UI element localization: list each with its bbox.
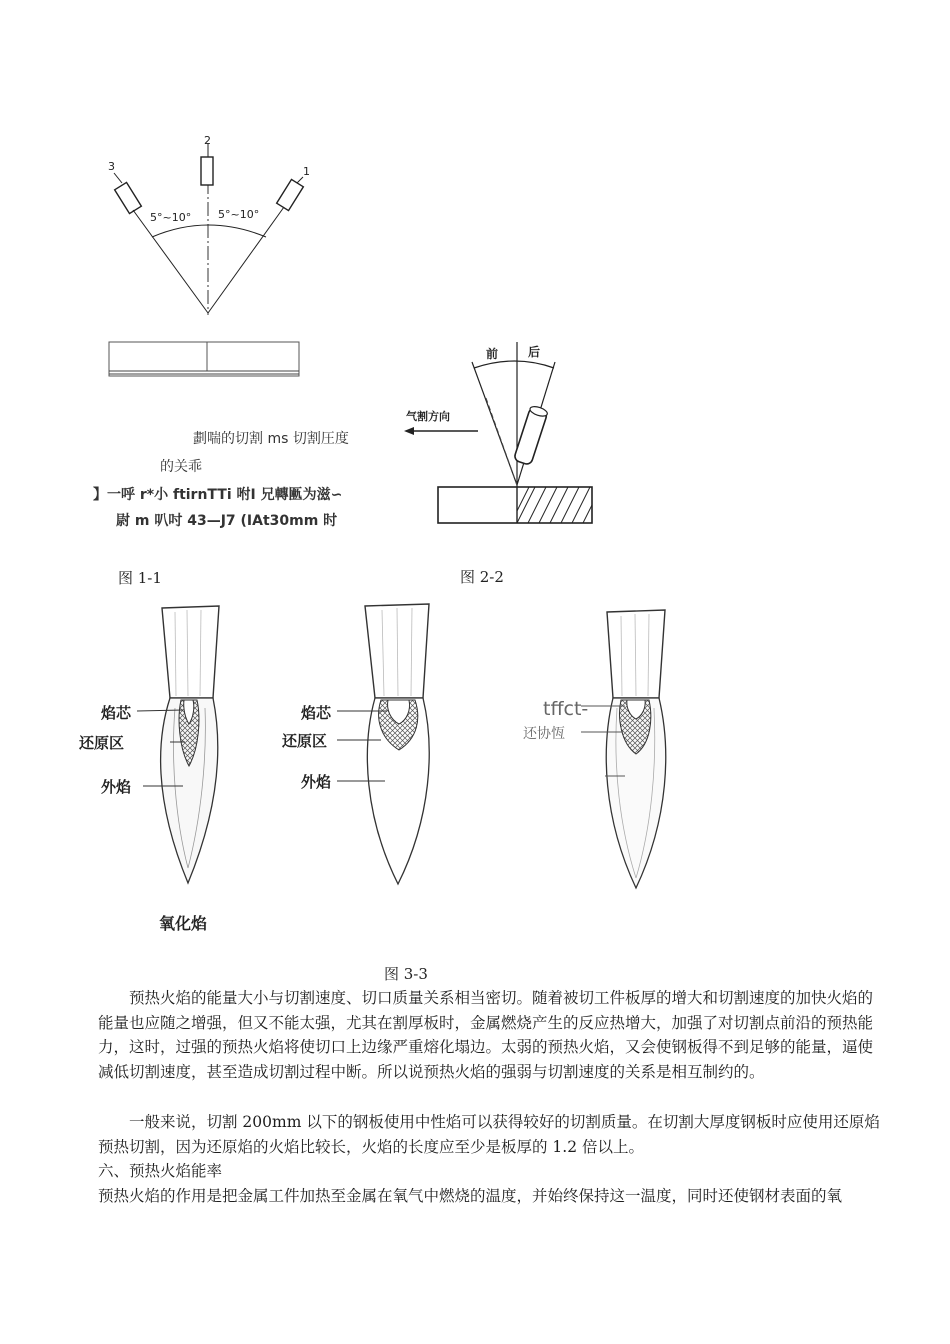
flame1-outer-label: 外焰: [101, 778, 132, 796]
nozzle-2: [201, 157, 213, 185]
direction-label: 气割方向: [406, 410, 450, 423]
label-front: 前: [486, 347, 499, 361]
paragraph-preheat-role: 预热火焰的作用是把金属工件加热至金属在氧气中燃烧的温度，并始终保持这一温度，同时还使钢材表面的氧: [98, 1187, 843, 1205]
figure-3-3-caption: 图 3-3: [384, 965, 428, 983]
section-heading: 六、预热火焰能率: [98, 1162, 223, 1180]
flame2-outer-label: 外焰: [301, 773, 332, 791]
figure-2-2-caption: 图 2-2: [460, 568, 504, 586]
paragraph-flame-energy: 预热火焰的能量大小与切割速度、切口质量关系相当密切。随着被切工件板厚的增大和切割速度的加快火焰的能量也应随之增强，但又不能太强，尤其在割厚板时，金属燃烧产生的反应热增大，加强了对切割点前沿的预热能力，这时，过强的预热火焰将使切口上边缘严重熔化塌边。太弱的预热火焰，又会使钢板得不到足够的能量，逼使减低切割速度，甚至造成切割过程中断。所以说预热火焰的强弱与切割速度的关系是相互制约的。: [98, 989, 874, 1081]
workpiece-plate: [438, 487, 592, 523]
nozzle-1: [277, 179, 304, 210]
ocr-line-3: 】一呼 r*小 ftirnTTi 咐I 兄轉匭为滋∽: [93, 487, 343, 503]
label-2: 2: [204, 134, 211, 147]
flame-neutral: [337, 604, 429, 884]
angle-right: 5°~10°: [218, 208, 260, 221]
flame-carburizing: [581, 610, 666, 888]
ocr-line-1: 劃喘的切割 ms 切割圧度: [193, 431, 349, 447]
label-1: 1: [303, 165, 310, 178]
figure-1-1-caption: 图 1-1: [118, 569, 162, 587]
ocr-line-2: 的关乖: [160, 459, 202, 475]
flame1-core-label: 焰芯: [101, 704, 132, 722]
nozzle-3: [115, 182, 142, 213]
figure-3-3-diagram: [75, 598, 695, 943]
figure-2-2-diagram: [400, 340, 595, 530]
figure-1-1-diagram: [100, 125, 315, 390]
paragraph-neutral-flame: 一般来说，切割 200mm 以下的钢板使用中性焰可以获得较好的切割质量。在切割大厚度钢板时应使用还原焰预热切割，因为还原焰的火焰比较长，火焰的长度应至少是板厚的 1.2 倍以上。: [98, 1113, 880, 1156]
flame2-reduction-label: 还原区: [282, 732, 328, 750]
ocr-line-4: 尉 m 叭吋 43—J7 (IAt30mm 时: [116, 513, 338, 529]
flame1-name: 氧化焰: [159, 914, 208, 933]
flame1-reduction-label: 还原区: [79, 734, 125, 752]
label-back: 后: [528, 345, 541, 359]
flame-oxidizing: [137, 606, 219, 883]
angle-left: 5°~10°: [150, 211, 192, 224]
flame3-core-label: tffct-: [543, 698, 589, 720]
flame3-reduction-label: 还协恆: [523, 726, 565, 742]
label-3: 3: [108, 160, 115, 173]
flame2-core-label: 焰芯: [301, 704, 332, 722]
